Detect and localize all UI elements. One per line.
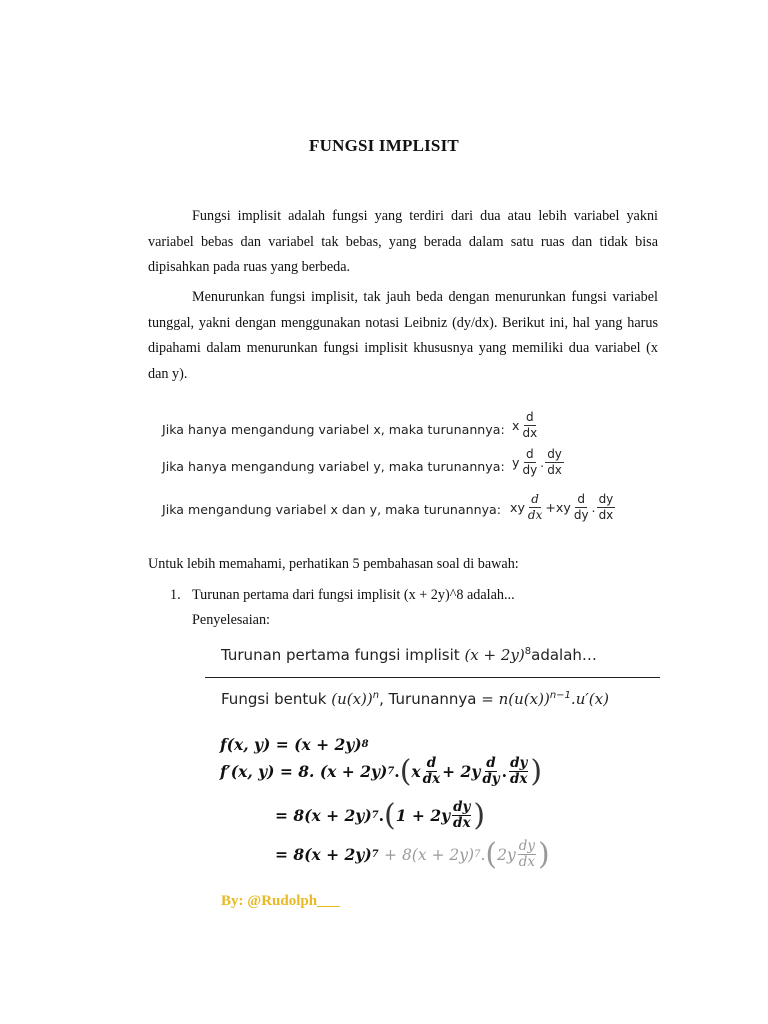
- fraction-numerator: d: [426, 755, 437, 771]
- line-rhs: = 8. (x + 2y): [279, 762, 388, 781]
- fraction-numerator: dy: [518, 838, 536, 854]
- derivative-rules-image: [162, 410, 642, 530]
- line-rhs: = (x + 2y): [275, 735, 362, 754]
- fraction-denominator: dx: [598, 508, 614, 522]
- fraction-denominator: dy: [573, 508, 589, 522]
- line-var: x: [411, 762, 421, 781]
- question-text: Turunan pertama dari fungsi implisit (x + 2y)^8 adalah...: [192, 587, 515, 603]
- fraction: [482, 756, 499, 787]
- heading-text: Turunan pertama fungsi implisit: [221, 646, 460, 664]
- page-title: FUNGSI IMPLISIT: [309, 136, 459, 155]
- fraction: [572, 492, 591, 523]
- line-term: 1 + 2y: [395, 806, 451, 825]
- paragraph-text: Fungsi implisit adalah fungsi yang terdiri dari dua atau lebih variabel yakni variabel bebas dan variabel tak bebas, yang berada dalam satu ruas dan tidak bisa dipisahkan pada ruas yang berbeda.: [148, 208, 658, 276]
- fraction: [423, 756, 441, 787]
- fraction-denominator: dx: [509, 771, 528, 787]
- fraction-denominator: dx: [527, 508, 543, 522]
- formula-rhs-tail: .u′(x): [570, 690, 609, 708]
- heading-exponent: 8: [524, 646, 532, 657]
- rule-x-and-y: [162, 490, 642, 530]
- intro-text: Untuk lebih memahami, perhatikan 5 pembahasan soal di bawah:: [148, 556, 519, 572]
- open-paren: (: [399, 753, 412, 789]
- divider: [205, 677, 660, 678]
- solution-line-2: f′(x, y) = 8. (x + 2y) 7 . ( x $\frac{d}{dx}$ + 2y $\frac{d}{dy}$ . $\frac{dy}{dx}$ ): [220, 753, 543, 789]
- line-lhs: f(x, y): [220, 735, 271, 754]
- rule-x-only: [162, 410, 642, 450]
- formula-separator: ,: [379, 690, 384, 708]
- fraction-numerator: dy: [598, 492, 614, 506]
- fraction-numerator: dy: [547, 447, 562, 461]
- chain-rule-formula: [221, 690, 609, 708]
- formula-label: Fungsi bentuk: [221, 690, 327, 708]
- fraction: [520, 410, 539, 441]
- solution-line-1: [220, 735, 369, 754]
- line-lhs: f′(x, y): [220, 762, 275, 781]
- fraction-numerator: d: [531, 492, 539, 506]
- solution-line-4: = 8(x + 2y) 7 + 8(x + 2y) 7 . ( 2y $\frac{dy}{dx}$ ): [275, 836, 550, 872]
- fraction: [520, 447, 539, 478]
- line-rhs: = 8(x + 2y): [275, 806, 372, 825]
- line-exponent: 8: [361, 739, 369, 750]
- fraction-denominator: dy: [522, 463, 538, 477]
- rule-text: Jika hanya mengandung variabel y, maka turunannya:: [162, 459, 505, 474]
- close-paren: ): [530, 753, 543, 789]
- fraction: [518, 839, 536, 870]
- solution-line-3: = 8(x + 2y) 7 . ( 1 + 2y $\frac{dy}{dx}$ ): [275, 797, 486, 833]
- line-exponent: 7: [371, 849, 379, 860]
- fraction-denominator: dx: [522, 426, 538, 440]
- line-faded-term: + 8(x + 2y): [384, 845, 475, 864]
- rule-text: Jika mengandung variabel x dan y, maka turunannya:: [162, 502, 502, 517]
- paragraph-definition: [148, 204, 658, 281]
- rule-var: x: [512, 418, 520, 433]
- rule-plus: +xy: [545, 500, 571, 515]
- line-rhs: = 8(x + 2y): [275, 845, 372, 864]
- formula-exponent: n: [372, 690, 380, 701]
- fraction-numerator: d: [526, 447, 534, 461]
- fraction-denominator: dx: [453, 815, 471, 831]
- fraction-numerator: d: [577, 492, 585, 506]
- rule-text: Jika hanya mengandung variabel x, maka turunannya:: [162, 422, 505, 437]
- fraction-denominator: dy: [482, 771, 500, 787]
- line-faded-exponent: 7: [474, 849, 481, 860]
- paragraph-text: Menurunkan fungsi implisit, tak jauh beda dengan menurunkan fungsi variabel tunggal, yakni dengan menggunakan notasi Leibniz (dy/dx). Berikut ini, hal yang harus dipahami dalam menurunkan fungsi implisit khususnya yang memiliki dua variabel (x dan y).: [148, 289, 658, 383]
- rule-expression: y $\frac{d}{dy}$ . $\frac{dy}{dx}$: [512, 447, 562, 477]
- rule-expression: [512, 410, 540, 441]
- fraction-denominator: dx: [518, 854, 536, 870]
- line-term: + 2y: [442, 762, 481, 781]
- formula-expression: (u(x)): [331, 690, 373, 708]
- rule-y-only: [162, 447, 642, 490]
- line-exponent: 7: [387, 766, 395, 777]
- close-paren: ): [538, 836, 550, 872]
- fraction-numerator: dy: [453, 799, 471, 815]
- fraction: [526, 492, 544, 523]
- solution-label: Penyelesaian:: [192, 612, 271, 628]
- rule-var: y: [512, 455, 520, 470]
- fraction-denominator: dx: [547, 463, 562, 477]
- fraction-numerator: d: [526, 410, 534, 424]
- open-paren: (: [485, 836, 498, 872]
- fraction: [545, 447, 564, 478]
- formula-label: Turunannya: [388, 690, 477, 708]
- fraction: [452, 800, 471, 831]
- line-faded-term: 2y: [497, 845, 516, 864]
- paragraph-leibniz: [148, 285, 658, 388]
- fraction: [597, 492, 616, 523]
- formula-rhs-exponent: n−1: [549, 690, 571, 701]
- heading-expression: (x + 2y): [464, 646, 525, 664]
- fraction-numerator: d: [486, 755, 496, 771]
- formula-rhs: = n(u(x)): [481, 690, 550, 708]
- fraction-denominator: dx: [422, 771, 441, 787]
- close-paren: ): [473, 797, 486, 833]
- rule-expression: xy $\frac{d}{dx}$ +xy $\frac{d}{dy}$ . $\frac{dy}{dx}$: [510, 492, 614, 522]
- line-exponent: 7: [371, 810, 379, 821]
- fraction: [509, 756, 528, 787]
- solution-heading: [221, 646, 597, 664]
- open-paren: (: [384, 797, 396, 833]
- rule-var: xy: [510, 500, 525, 515]
- heading-tail: adalah…: [531, 646, 597, 664]
- fraction-numerator: dy: [510, 755, 528, 771]
- question-number: 1.: [170, 587, 181, 603]
- author-signature: By: @Rudolph___: [221, 893, 340, 909]
